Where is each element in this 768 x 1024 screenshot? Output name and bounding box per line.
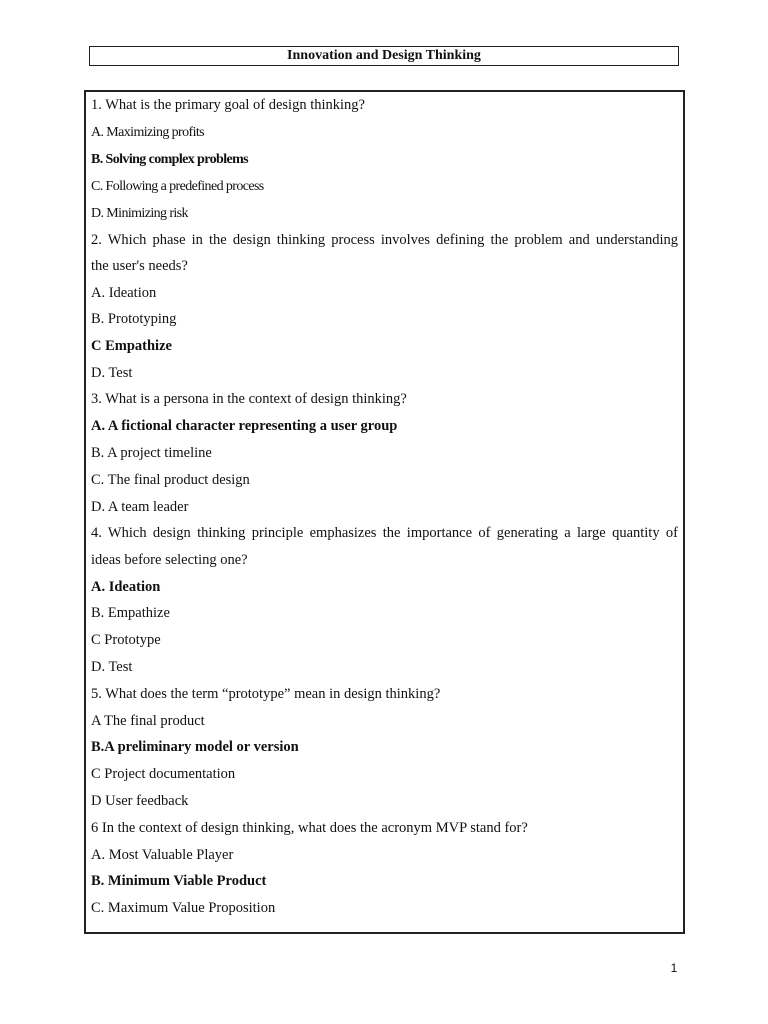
- question-box: [84, 90, 685, 934]
- page-number: 1: [670, 961, 678, 975]
- question-1-option-d: D. Minimizing risk: [91, 206, 188, 221]
- question-5-option-d: D User feedback: [91, 793, 189, 809]
- question-6-option-b-correct: B. Minimum Viable Product: [91, 873, 267, 889]
- question-3-option-c: C. The final product design: [91, 472, 250, 488]
- question-2-stem-line-2: the user's needs?: [91, 258, 188, 274]
- question-4-option-b: B. Empathize: [91, 605, 170, 621]
- question-2-option-d: D. Test: [91, 365, 133, 381]
- document-title: Innovation and Design Thinking: [89, 46, 679, 66]
- question-5-option-c: C Project documentation: [91, 766, 236, 782]
- question-4-stem-line-1: 4. Which design thinking principle emphasizes the importance of generating a large quantity of: [91, 525, 678, 541]
- question-5-option-b-correct: B.A preliminary model or version: [91, 739, 299, 755]
- question-1-stem: 1. What is the primary goal of design thinking?: [91, 97, 365, 113]
- question-5-stem: 5. What does the term “prototype” mean in design thinking?: [91, 686, 441, 702]
- question-3-option-a-correct: A. A fictional character representing a user group: [91, 418, 398, 434]
- question-2-option-c-correct: C Empathize: [91, 338, 172, 354]
- question-6-option-a: A. Most Valuable Player: [91, 847, 234, 863]
- question-2-option-b: B. Prototyping: [91, 311, 177, 327]
- question-2-stem-line-1: 2. Which phase in the design thinking process involves defining the problem and understanding: [91, 232, 678, 248]
- question-6-stem: 6 In the context of design thinking, what does the acronym MVP stand for?: [91, 820, 528, 836]
- question-3-option-d: D. A team leader: [91, 499, 189, 515]
- question-1-option-b-correct: B. Solving complex problems: [91, 152, 249, 167]
- question-2-option-a: A. Ideation: [91, 285, 157, 301]
- question-6-option-c: C. Maximum Value Proposition: [91, 900, 276, 916]
- question-4-option-c: C Prototype: [91, 632, 161, 648]
- question-5-option-a: A The final product: [91, 713, 205, 729]
- question-3-stem: 3. What is a persona in the context of design thinking?: [91, 391, 407, 407]
- question-1-option-a: A. Maximizing profits: [91, 125, 204, 140]
- question-3-option-b: B. A project timeline: [91, 445, 212, 461]
- question-4-stem-line-2: ideas before selecting one?: [91, 552, 248, 568]
- question-4-option-d: D. Test: [91, 659, 133, 675]
- question-1-option-c: C. Following a predefined process: [91, 179, 264, 194]
- question-4-option-a-correct: A. Ideation: [91, 579, 161, 595]
